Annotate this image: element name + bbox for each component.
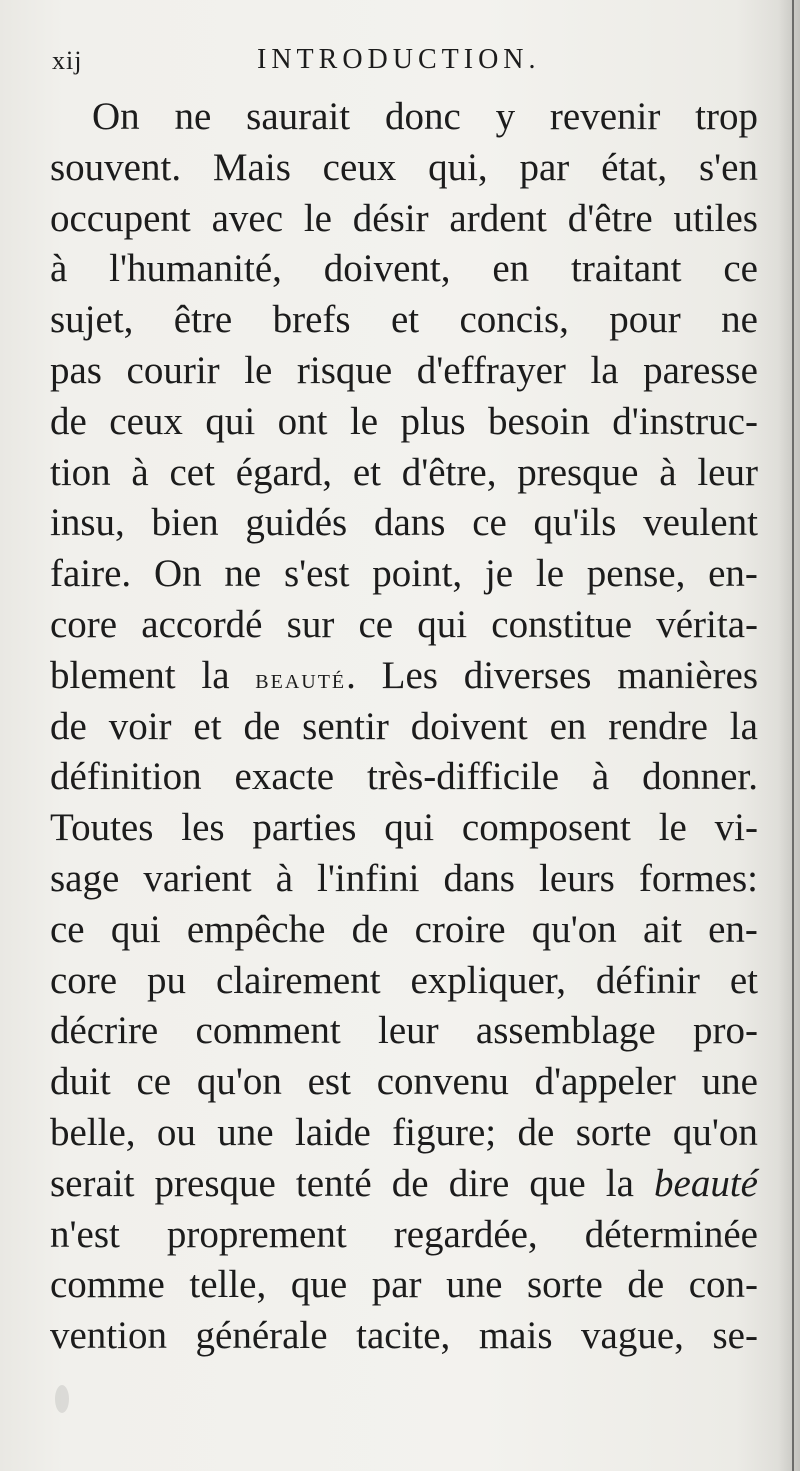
- word: vérita-: [656, 602, 758, 646]
- word: en-: [708, 907, 758, 951]
- word: sentir: [302, 704, 389, 748]
- text-line: [50, 1159, 758, 1210]
- text-line: [50, 854, 758, 905]
- word: qu'ils: [533, 501, 617, 545]
- word: et: [352, 450, 381, 494]
- word: proprement: [166, 1212, 347, 1256]
- word: qui: [384, 806, 435, 850]
- word: de: [50, 704, 87, 748]
- word: ne: [721, 298, 758, 342]
- word: décrire: [50, 1009, 159, 1053]
- word: accordé: [141, 602, 263, 646]
- word: de: [627, 1263, 665, 1307]
- word: d'appeler: [534, 1060, 676, 1104]
- text-line: [50, 1057, 758, 1108]
- word: avec: [211, 196, 284, 240]
- word: d'être: [567, 196, 653, 240]
- word: comme: [50, 1263, 165, 1307]
- word: trop: [695, 95, 758, 138]
- word: déterminée: [584, 1212, 758, 1256]
- text-line: [50, 702, 758, 753]
- word: à: [275, 856, 293, 900]
- word: de: [50, 399, 87, 443]
- word: tenté: [295, 1161, 372, 1205]
- word: ce: [472, 501, 507, 545]
- word: à: [131, 450, 149, 494]
- text-line: [50, 1210, 758, 1261]
- word: leur: [377, 1009, 439, 1053]
- word: composent: [461, 806, 631, 850]
- word: sorte: [526, 1263, 603, 1307]
- text-line: [50, 143, 758, 194]
- word: d'effrayer: [416, 348, 566, 392]
- word: utiles: [673, 196, 758, 240]
- word: con-: [688, 1263, 758, 1307]
- word: qui,: [428, 145, 488, 189]
- word: doivent,: [323, 247, 451, 291]
- text-line: [50, 244, 758, 295]
- word: revenir: [549, 95, 661, 138]
- text-line: [50, 295, 758, 346]
- word: la: [605, 1161, 634, 1205]
- word: ceux: [322, 145, 397, 189]
- word: tion: [50, 450, 111, 494]
- word: telle,: [189, 1263, 267, 1307]
- word: insu,: [50, 501, 125, 545]
- word: le: [303, 196, 332, 240]
- word: ce: [50, 907, 85, 951]
- word: sage: [50, 856, 120, 900]
- word: sorte: [575, 1110, 652, 1154]
- word: se-: [712, 1314, 758, 1358]
- word: doivent: [410, 704, 528, 748]
- page-number: xij: [52, 46, 83, 75]
- text-line: [50, 600, 758, 651]
- word: dans: [443, 856, 515, 900]
- word: à: [591, 755, 610, 799]
- word: à: [659, 450, 677, 494]
- text-line: [50, 1311, 758, 1362]
- word: concis,: [459, 298, 569, 342]
- word: presque: [154, 1161, 276, 1205]
- text-line: [50, 498, 758, 549]
- word: ait: [642, 907, 682, 951]
- word: la: [590, 348, 619, 392]
- word: plus: [400, 399, 466, 443]
- word: de: [243, 704, 281, 748]
- word: désir: [352, 196, 429, 240]
- word: d'instruc-: [612, 399, 758, 443]
- word: empêche: [186, 907, 326, 951]
- word: et: [390, 298, 420, 342]
- word: beauté: [654, 1161, 758, 1205]
- word: en: [492, 247, 530, 291]
- word: constitue: [491, 602, 633, 646]
- word: saurait: [246, 95, 351, 138]
- word: d'être,: [401, 450, 497, 494]
- word: figure;: [392, 1110, 497, 1154]
- word: donner.: [642, 755, 758, 799]
- word: presque: [517, 450, 639, 494]
- word: que: [529, 1161, 586, 1205]
- word: brefs: [272, 298, 351, 342]
- word: la: [201, 653, 230, 697]
- running-head: [52, 44, 752, 84]
- word: le: [658, 806, 687, 850]
- word: de: [391, 1161, 429, 1205]
- word: définir: [595, 958, 700, 1002]
- word: clairement: [215, 958, 381, 1002]
- word: pas: [50, 348, 102, 392]
- word: que: [290, 1263, 348, 1307]
- word: rendre: [608, 704, 708, 748]
- word: diverses: [463, 653, 592, 697]
- text-line: [50, 956, 758, 1007]
- word: occupent: [50, 196, 191, 240]
- word: faire.: [50, 552, 132, 596]
- word: le: [535, 552, 565, 596]
- text-line: [50, 1108, 758, 1159]
- word: est: [307, 1060, 351, 1104]
- word: sujet,: [50, 298, 134, 342]
- word: Les: [381, 653, 438, 697]
- word: traitant: [571, 247, 682, 291]
- word: s'en: [698, 145, 758, 189]
- word: s'est: [283, 552, 350, 596]
- word: convenu: [376, 1060, 509, 1104]
- word: pro-: [692, 1009, 758, 1053]
- word: voir: [108, 704, 172, 748]
- word: l'infini: [317, 856, 420, 900]
- word: une: [701, 1060, 758, 1104]
- word: croire: [414, 907, 506, 951]
- word: l'humanité,: [109, 247, 282, 291]
- word: On: [153, 552, 202, 596]
- text-line: [50, 92, 758, 143]
- text-line: [50, 651, 758, 702]
- word: cet: [169, 450, 215, 494]
- word: regardée,: [393, 1212, 538, 1256]
- word: une: [446, 1263, 503, 1307]
- word: pu: [147, 958, 187, 1002]
- word: core: [50, 958, 118, 1002]
- word: y: [495, 95, 516, 138]
- word: laide: [294, 1110, 371, 1154]
- word: dire: [448, 1161, 510, 1205]
- body-text: [50, 92, 758, 1362]
- word: beauté.: [255, 653, 356, 697]
- word: exacte: [234, 755, 335, 799]
- word: ce: [136, 1060, 172, 1104]
- word: je: [484, 552, 514, 596]
- word: tacite,: [356, 1314, 451, 1358]
- word: ne: [174, 95, 212, 138]
- word: risque: [296, 348, 393, 392]
- word: état,: [601, 145, 668, 189]
- word: veulent: [643, 501, 758, 545]
- word: paresse: [643, 348, 758, 392]
- word: leur: [697, 450, 758, 494]
- word: sur: [286, 602, 335, 646]
- word: les: [181, 806, 225, 850]
- word: On: [92, 95, 140, 138]
- word: expliquer,: [410, 958, 566, 1002]
- word: parties: [252, 806, 357, 850]
- word: ou: [156, 1110, 196, 1154]
- word: pour: [609, 298, 681, 342]
- word: courir: [126, 348, 220, 392]
- word: qui: [110, 907, 161, 951]
- word: mais: [478, 1314, 553, 1358]
- word: égard,: [235, 450, 333, 494]
- word: ce: [723, 247, 758, 291]
- word: ceux: [109, 399, 183, 443]
- word: ardent: [449, 196, 547, 240]
- word: dans: [373, 501, 446, 545]
- word: bien: [151, 501, 219, 545]
- text-line: [50, 549, 758, 600]
- word: ce: [358, 602, 394, 646]
- word: donc: [384, 95, 461, 138]
- text-line: [50, 752, 758, 803]
- text-line: [50, 1260, 758, 1311]
- text-line: [50, 1006, 758, 1057]
- word: pense,: [586, 552, 686, 596]
- text-line: [50, 448, 758, 499]
- text-line: [50, 803, 758, 854]
- word: une: [217, 1110, 274, 1154]
- word: varient: [143, 856, 252, 900]
- word: par: [371, 1263, 422, 1307]
- word: point,: [372, 552, 463, 596]
- word: en: [549, 704, 587, 748]
- word: core: [50, 602, 118, 646]
- word: Mais: [212, 145, 291, 189]
- word: manières: [617, 653, 758, 697]
- word: blement: [50, 653, 176, 697]
- word: formes:: [638, 856, 758, 900]
- word: Toutes: [50, 806, 154, 850]
- word: qu'on: [196, 1060, 282, 1104]
- word: vi-: [714, 806, 758, 850]
- text-line: [50, 346, 758, 397]
- word: qu'on: [672, 1110, 758, 1154]
- word: très-difficile: [366, 755, 559, 799]
- word: qui: [417, 602, 468, 646]
- word: à: [50, 247, 68, 291]
- word: vague,: [581, 1314, 684, 1358]
- text-line: [50, 194, 758, 245]
- word: qu'on: [531, 907, 617, 951]
- word: comment: [195, 1009, 341, 1053]
- word: vention: [50, 1314, 167, 1358]
- page-edge: [792, 0, 794, 1471]
- word: le: [349, 399, 379, 443]
- word: ne: [224, 552, 262, 596]
- word: de: [351, 907, 389, 951]
- running-title: INTRODUCTION.: [257, 44, 541, 75]
- word: de: [517, 1110, 555, 1154]
- word: qui: [205, 399, 256, 443]
- word: et: [193, 704, 222, 748]
- word: la: [729, 704, 758, 748]
- word: besoin: [488, 399, 590, 443]
- word: le: [244, 348, 273, 392]
- word: en-: [708, 552, 758, 596]
- word: être: [173, 298, 233, 342]
- word: duit: [50, 1060, 111, 1104]
- page-edge-shadow: [778, 0, 800, 1471]
- word: par: [519, 145, 570, 189]
- word: assemblage: [475, 1009, 656, 1053]
- text-line: [50, 397, 758, 448]
- text-line: [50, 905, 758, 956]
- ink-smudge: [55, 1385, 69, 1413]
- word: définition: [50, 755, 202, 799]
- word: ont: [277, 399, 328, 443]
- word: guidés: [245, 501, 348, 545]
- word: n'est: [50, 1212, 120, 1256]
- word: belle,: [50, 1110, 136, 1154]
- word: serait: [50, 1161, 135, 1205]
- word: générale: [195, 1314, 328, 1358]
- word: et: [729, 958, 758, 1002]
- word: leurs: [539, 856, 615, 900]
- word: souvent.: [50, 145, 182, 189]
